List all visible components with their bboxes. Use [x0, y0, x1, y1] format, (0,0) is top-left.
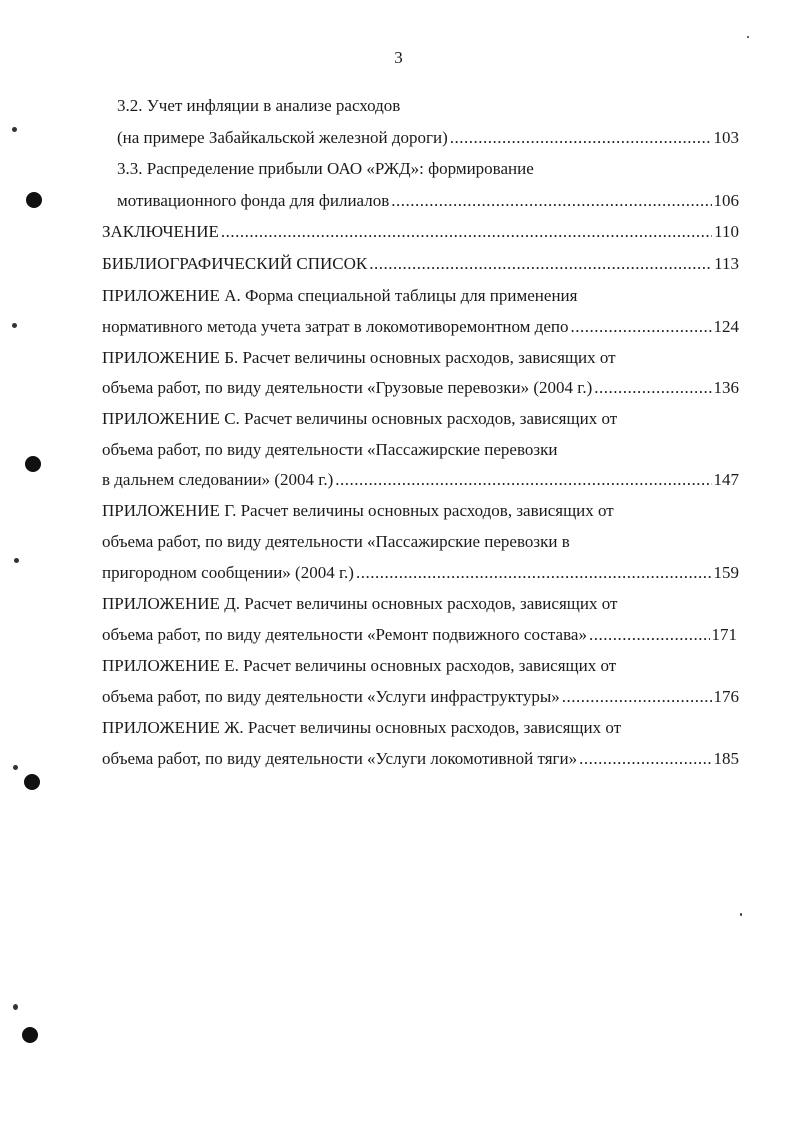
toc-page-number: 110 [714, 222, 739, 241]
page-number: 3 [394, 48, 403, 67]
toc-entry-text: ПРИЛОЖЕНИЕ С. Расчет величины основных расходов, зависящих от [102, 409, 618, 428]
dot-leader [369, 254, 712, 274]
toc-page-number: 103 [713, 128, 739, 147]
toc-line [117, 128, 739, 148]
dot-leader [594, 378, 711, 398]
scan-speck [13, 1004, 18, 1010]
binder-hole [25, 456, 41, 472]
toc-line [102, 563, 739, 583]
dot-leader [221, 222, 712, 242]
dot-leader [589, 625, 710, 645]
toc-entry-text: ПРИЛОЖЕНИЕ Ж. Расчет величины основных расходов, зависящих от [102, 718, 622, 737]
toc-line [102, 470, 739, 490]
toc-entry-text: мотивационного фонда для филиалов [117, 191, 390, 210]
toc-line [102, 348, 616, 368]
toc-line [102, 625, 737, 645]
toc-page-number: 106 [713, 191, 739, 210]
dot-leader [335, 470, 711, 490]
toc-page-number: 124 [713, 317, 739, 336]
toc-page-number: 159 [713, 563, 739, 582]
toc-line [102, 222, 739, 242]
dot-leader [391, 191, 711, 211]
toc-page-number: 176 [713, 687, 739, 706]
scan-speck [13, 765, 18, 770]
toc-entry-text: 3.2. Учет инфляции в анализе расходов [117, 96, 401, 115]
toc-line [117, 96, 400, 116]
toc-entry-text: объема работ, по виду деятельности «Пассажирские перевозки [102, 440, 558, 459]
toc-line [102, 286, 577, 306]
toc-entry-text: БИБЛИОГРАФИЧЕСКИЙ СПИСОК [102, 254, 368, 273]
toc-line [102, 687, 739, 707]
scan-speck [12, 323, 17, 328]
toc-line [102, 532, 570, 552]
toc-line [102, 594, 617, 614]
toc-entry-text: пригородном сообщении» (2004 г.) [102, 563, 354, 582]
toc-entry-text: (на примере Забайкальской железной дороги) [117, 128, 448, 147]
toc-entry-text: нормативного метода учета затрат в локомотиворемонтном депо [102, 317, 569, 336]
toc-line [102, 378, 739, 398]
toc-entry-text: в дальнем следовании» (2004 г.) [102, 470, 334, 489]
toc-line [117, 159, 534, 179]
toc-page-number: 147 [713, 470, 739, 489]
toc-entry-text: 3.3. Распределение прибыли ОАО «РЖД»: формирование [117, 159, 534, 178]
toc-line [102, 254, 739, 274]
toc-line [117, 191, 739, 211]
binder-hole [22, 1027, 38, 1043]
toc-line [102, 501, 614, 521]
toc-page-number: 171 [711, 625, 737, 644]
toc-entry-text: ПРИЛОЖЕНИЕ Б. Расчет величины основных расходов, зависящих от [102, 348, 616, 367]
scan-speck [12, 127, 17, 132]
toc-page-number: 113 [714, 254, 739, 273]
binder-hole [26, 192, 42, 208]
toc-line [102, 409, 617, 429]
toc-entry-text: ПРИЛОЖЕНИЕ Г. Расчет величины основных расходов, зависящих от [102, 501, 614, 520]
toc-line [102, 317, 739, 337]
toc-line [102, 718, 621, 738]
scan-speck [14, 558, 19, 563]
scan-speck [747, 36, 749, 38]
toc-page-number: 185 [713, 749, 739, 768]
toc-entry-text: объема работ, по виду деятельности «Услуги инфраструктуры» [102, 687, 560, 706]
scan-speck [740, 913, 742, 916]
toc-entry-text: объема работ, по виду деятельности «Услуги локомотивной тяги» [102, 749, 578, 768]
toc-line [102, 656, 616, 676]
toc-entry-text: объема работ, по виду деятельности «Пассажирские перевозки в [102, 532, 570, 551]
toc-line [102, 440, 557, 460]
toc-entry-text: ЗАКЛЮЧЕНИЕ [102, 222, 219, 241]
dot-leader [562, 687, 712, 707]
toc-entry-text: ПРИЛОЖЕНИЕ Е. Расчет величины основных расходов, зависящих от [102, 656, 617, 675]
binder-hole [24, 774, 40, 790]
toc-entry-text: объема работ, по виду деятельности «Ремонт подвижного состава» [102, 625, 587, 644]
dot-leader [356, 563, 712, 583]
toc-entry-text: ПРИЛОЖЕНИЕ А. Форма специальной таблицы для применения [102, 286, 578, 305]
toc-page-number: 136 [713, 378, 739, 397]
dot-leader [579, 749, 711, 769]
toc-line [102, 749, 739, 769]
dot-leader [450, 128, 712, 148]
dot-leader [570, 317, 711, 337]
toc-entry-text: ПРИЛОЖЕНИЕ Д. Расчет величины основных расходов, зависящих от [102, 594, 618, 613]
toc-entry-text: объема работ, по виду деятельности «Грузовые перевозки» (2004 г.) [102, 378, 593, 397]
